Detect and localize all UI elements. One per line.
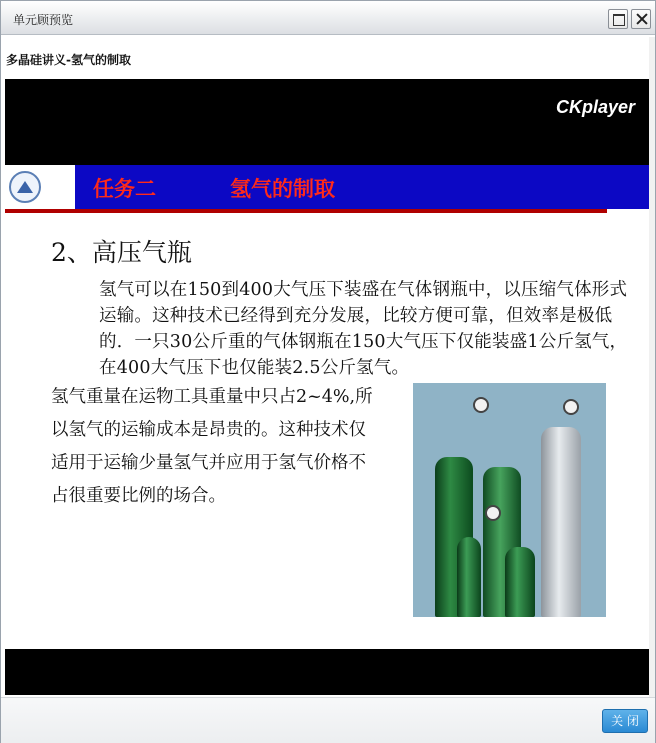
slide-paragraph-2: 氢气重量在运物工具重量中只占2~4%,所以氢气的运输成本是昂贵的。这种技术仅适用于运输少量氢气并应用于氢气价格不占很重要比例的场合。 — [51, 387, 373, 506]
banner-topic: 氢气的制取 — [230, 177, 335, 201]
close-button[interactable]: 关 闭 — [602, 709, 648, 733]
slide-paragraph-1 — [51, 277, 635, 381]
page-heading: 多晶硅讲义-氢气的制取 — [6, 53, 131, 67]
slide-title: 2、高压气瓶 — [51, 238, 192, 267]
green-cylinder-small — [457, 537, 481, 617]
pressure-gauge-icon — [485, 505, 501, 521]
maximize-icon[interactable] — [608, 9, 628, 29]
scrollbar[interactable] — [649, 37, 655, 697]
logo-area — [5, 165, 75, 209]
banner-divider — [5, 209, 607, 213]
slide-frame — [5, 165, 649, 649]
pressure-gauge-icon — [563, 399, 579, 415]
close-icon[interactable] — [631, 9, 651, 29]
green-cylinder-small — [505, 547, 535, 617]
school-logo-icon — [9, 171, 41, 203]
silver-cylinder — [541, 427, 581, 617]
title-bar — [1, 1, 655, 35]
pressure-gauge-icon — [473, 397, 489, 413]
paragraph-1-text: 氢气可以在150到400大气压下装盛在气体钢瓶中，以压缩气体形式运输。这种技术已经得到充分发展，比较方便可靠，但效率是极低的．一只30公斤重的气体钢瓶在150大气压下仅能装盛1公斤氢气，在400大气压下也仅能装2.5公斤氢气。 — [99, 280, 628, 378]
banner-task: 任务二 — [93, 177, 156, 201]
slide-banner — [5, 165, 649, 209]
gas-cylinders-photo — [413, 383, 606, 617]
window-title: 单元顾预览 — [13, 13, 74, 27]
video-player[interactable] — [5, 79, 649, 695]
dialog-footer — [1, 697, 655, 743]
player-brand: CKplayer — [555, 97, 635, 117]
